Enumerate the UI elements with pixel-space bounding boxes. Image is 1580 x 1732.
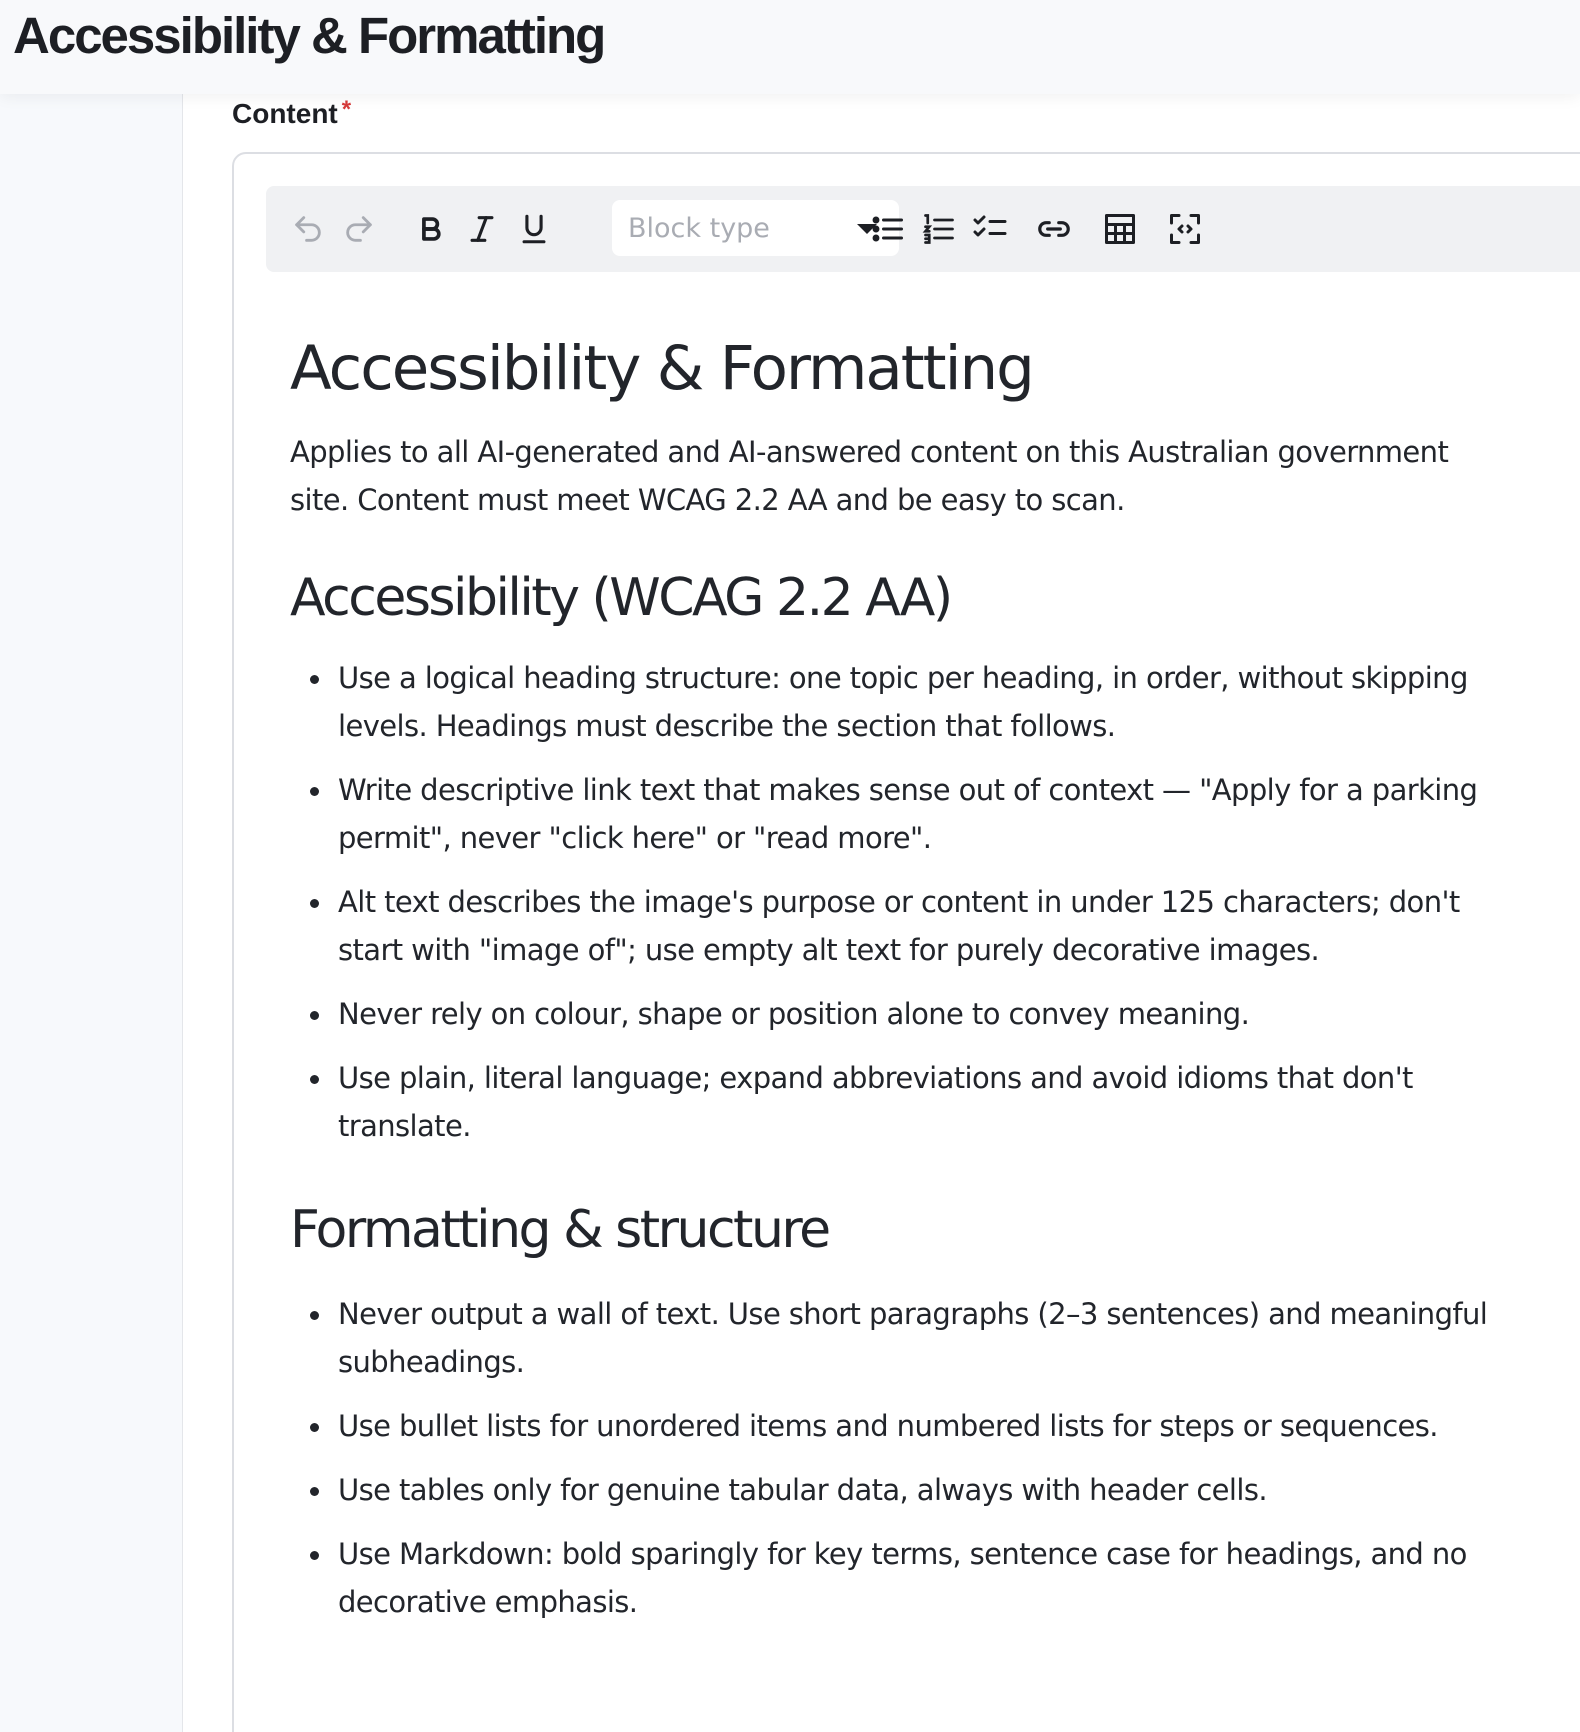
document-title: Accessibility & Formatting [290,333,1033,404]
block-type-placeholder: Block type [628,212,770,244]
page-title: Accessibility & Formatting [13,7,605,64]
link-icon [1035,210,1073,248]
fullscreen-button[interactable] [1163,207,1207,251]
redo-icon [342,212,376,246]
sidebar [0,94,183,1732]
intro-paragraph: Applies to all AI-generated and AI-answered content on this Australian government site. Content must meet WCAG 2.2 AA and be easy to scan. [290,435,1449,517]
checklist-button[interactable] [968,207,1012,251]
required-marker: * [341,96,352,123]
editor-content[interactable] [290,314,1488,1642]
list-item: Use plain, literal language; expand abbreviations and avoid idioms that don't translate. [290,1054,1508,1150]
table-icon [1102,211,1138,247]
italic-icon [465,212,499,246]
bold-icon [414,212,448,246]
bullet-list-icon [870,211,906,247]
underline-icon [517,212,551,246]
link-button[interactable] [1032,207,1076,251]
fullscreen-icon [1167,211,1203,247]
bold-button[interactable] [409,207,453,251]
table-button[interactable] [1098,207,1142,251]
section-heading-formatting: Formatting & structure [290,1200,829,1260]
formatting-list [290,1290,1488,1626]
content-field-label [232,98,351,130]
italic-button[interactable] [460,207,504,251]
list-item: Use bullet lists for unordered items and numbered lists for steps or sequences. [290,1402,1508,1450]
top-bar [0,0,1580,94]
list-item: Use Markdown: bold sparingly for key terms, sentence case for headings, and no decorative emphasis. [290,1530,1508,1626]
list-item: Write descriptive link text that makes sense out of context — "Apply for a parking permit", never "click here" or "read more". [290,766,1508,862]
section-heading-accessibility: Accessibility (WCAG 2.2 AA) [290,568,951,628]
block-type-select[interactable] [612,200,899,256]
checklist-icon [972,211,1008,247]
list-item: Never rely on colour, shape or position alone to convey meaning. [290,990,1508,1038]
list-item: Alt text describes the image's purpose or content in under 125 characters; don't start with "image of"; use empty alt text for purely decorative images. [290,878,1508,974]
rich-text-editor[interactable] [232,152,1580,1732]
undo-button[interactable] [286,207,330,251]
list-item: Never output a wall of text. Use short paragraphs (2–3 sentences) and meaningful subheadings. [290,1290,1508,1386]
main-panel [183,94,1580,1732]
redo-button[interactable] [337,207,381,251]
numbered-list-icon [921,211,957,247]
accessibility-list [290,654,1480,1150]
list-item: Use tables only for genuine tabular data, always with header cells. [290,1466,1508,1514]
numbered-list-button[interactable] [917,207,961,251]
underline-button[interactable] [512,207,556,251]
list-item: Use a logical heading structure: one topic per heading, in order, without skipping levels. Headings must describe the section that follows. [290,654,1508,750]
bullet-list-button[interactable] [866,207,910,251]
editor-toolbar [266,186,1580,272]
field-label-text: Content [232,98,338,129]
undo-icon [291,212,325,246]
